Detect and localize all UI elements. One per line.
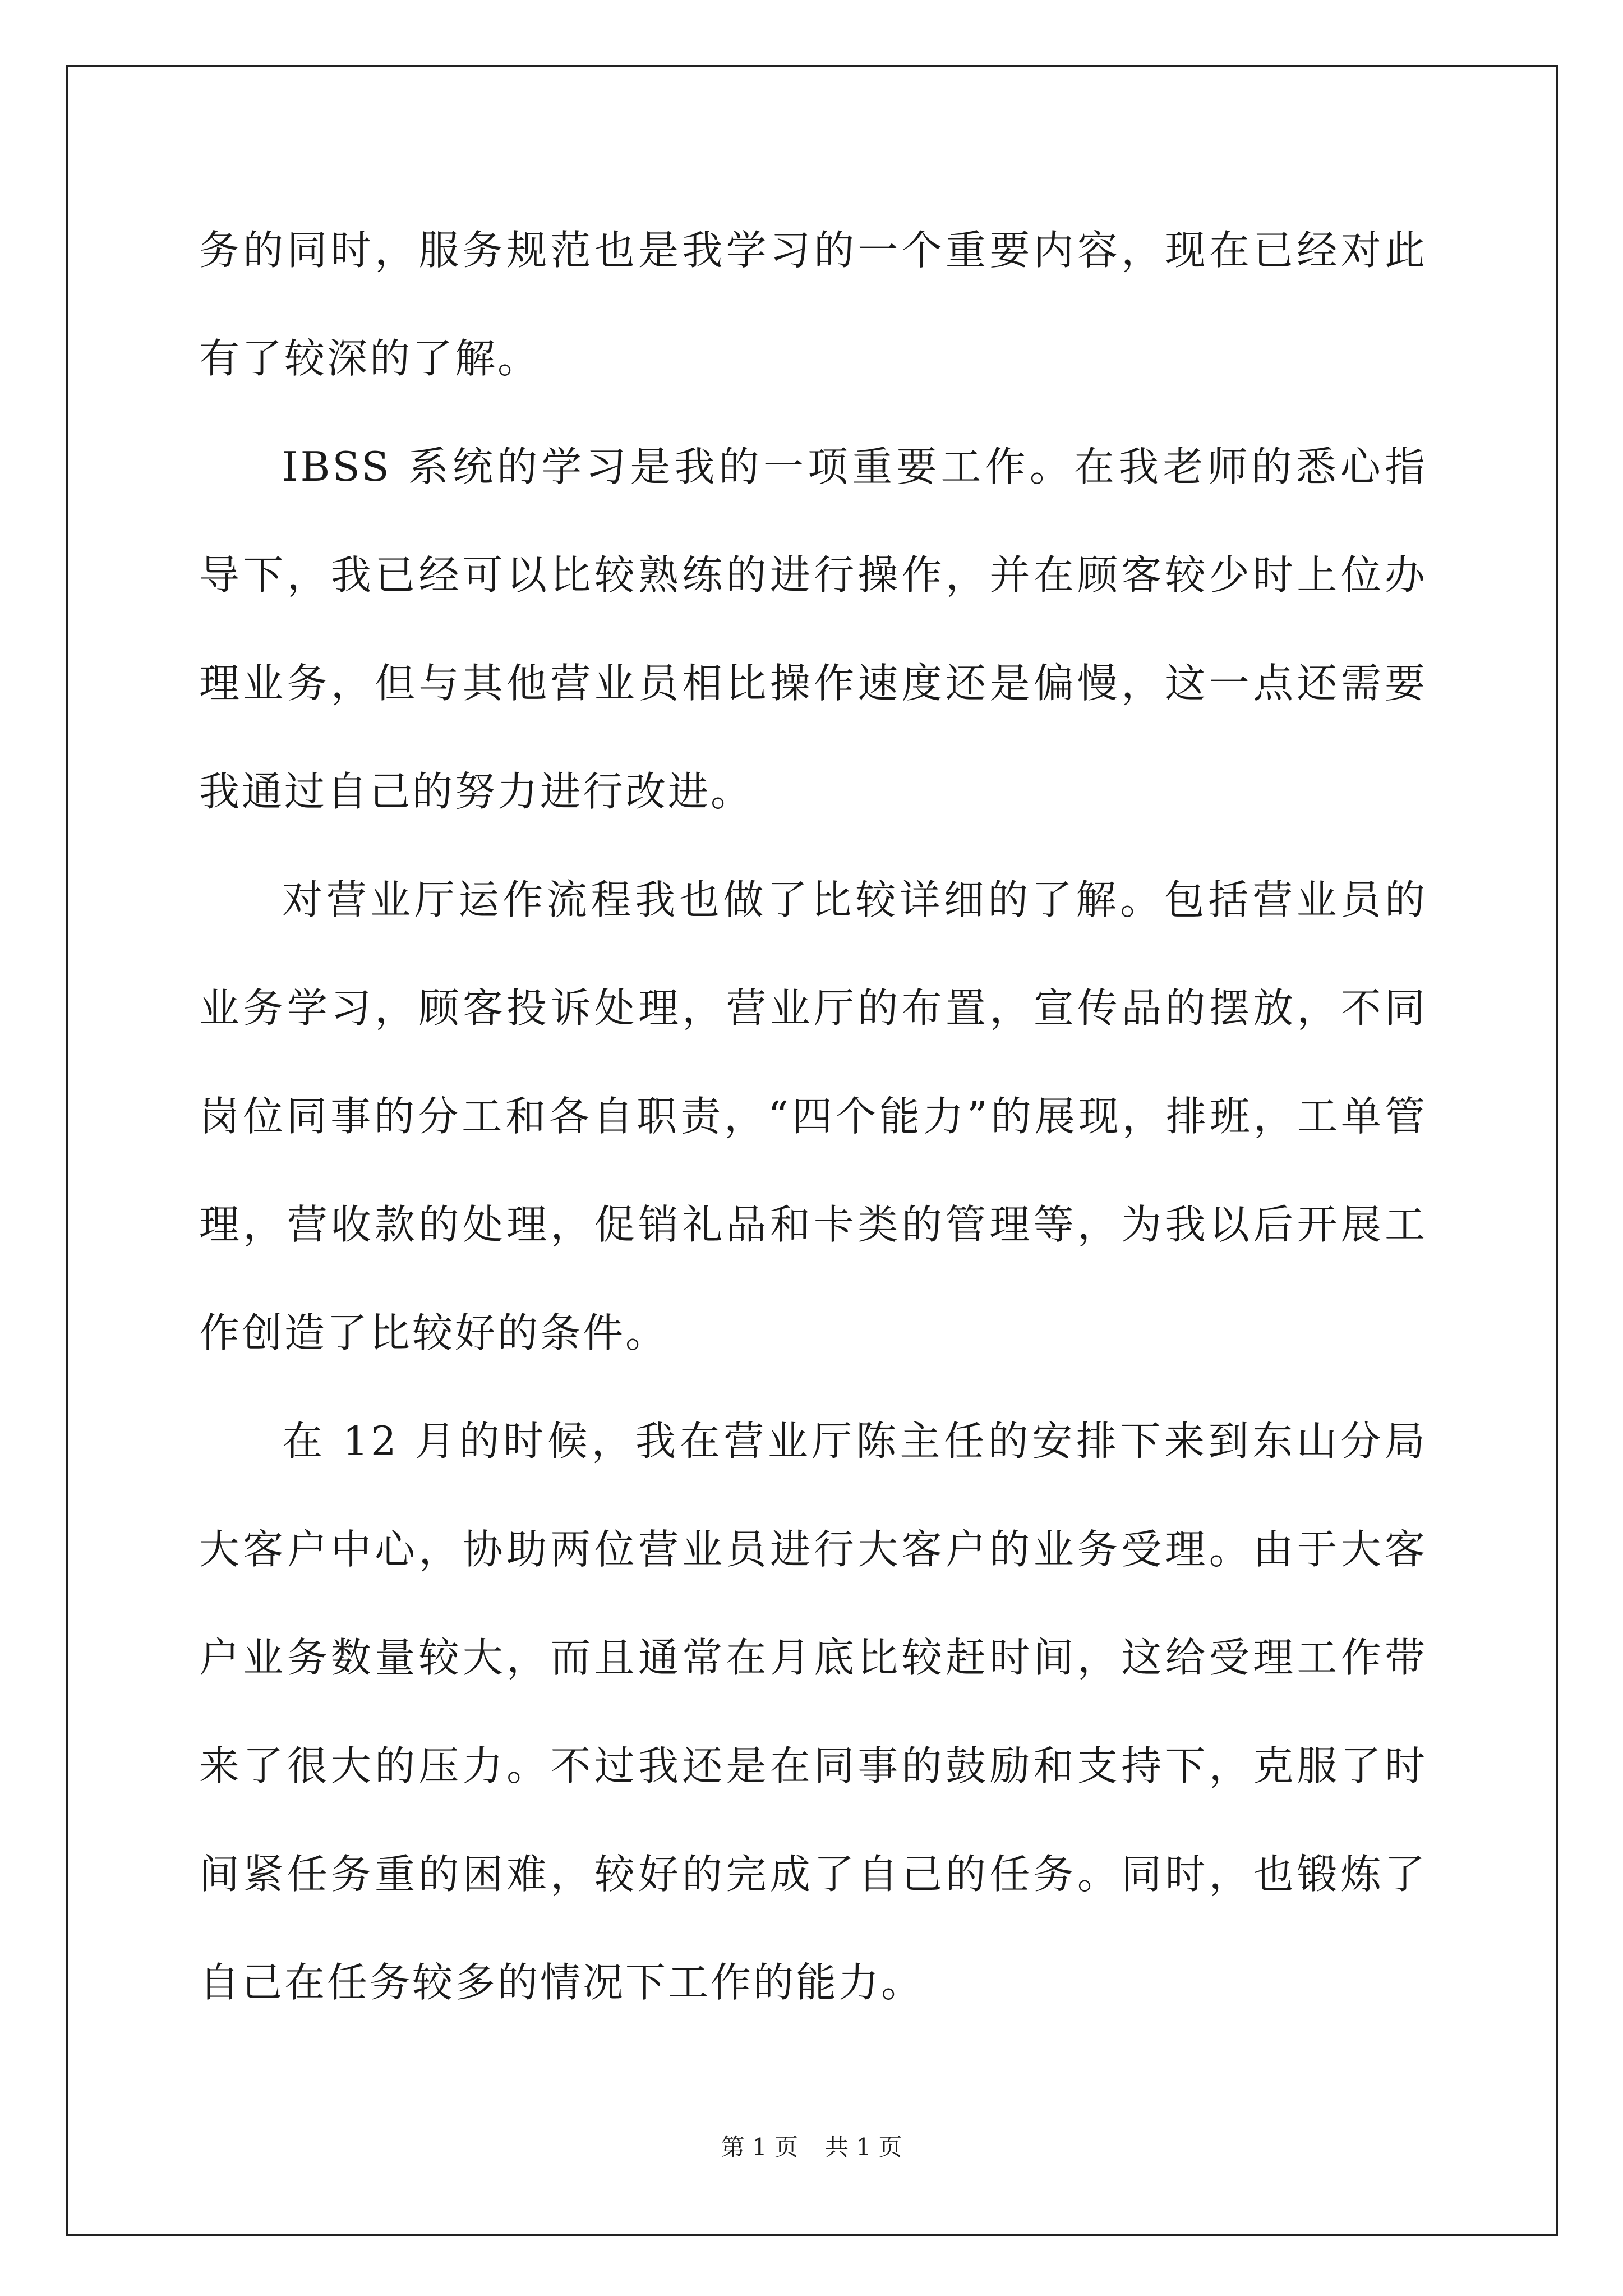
paragraph-1: 务的同时，服务规范也是我学习的一个重要内容，现在已经对此有了较深的了解。	[199, 227, 1427, 382]
paragraph-2: IBSS 系统的学习是我的一项重要工作。在我老师的悉心指导下，我已经可以比较熟练的进行操作，并在顾客较少时上位办理业务，但与其他营业员相比操作速度还是偏慢，这一点还需要我通过自己的努力进行改进。	[199, 443, 1427, 815]
document-body	[199, 196, 1427, 2037]
paragraph-3: 对营业厅运作流程我也做了比较详细的了解。包括营业员的业务学习，顾客投诉处理，营业厅的布置，宣传品的摆放，不同岗位同事的分工和各自职责，“四个能力”的展现，排班，工单管理，营收款的处理，促销礼品和卡类的管理等，为我以后开展工作创造了比较好的条件。	[199, 876, 1427, 1356]
paragraph-4: 在 12 月的时候，我在营业厅陈主任的安排下来到东山分局大客户中心，协助两位营业员进行大客户的业务受理。由于大客户业务数量较大，而且通常在月底比较赶时间，这给受理工作带来了很大的压力。不过我还是在同事的鼓励和支持下，克服了时间紧任务重的困难，较好的完成了自己的任务。同时，也锻炼了自己在任务较多的情况下工作的能力。	[199, 1418, 1427, 2006]
page-footer	[0, 2131, 1623, 2164]
page-number: 第 1 页	[721, 2133, 798, 2161]
page-total: 共 1 页	[825, 2133, 902, 2161]
